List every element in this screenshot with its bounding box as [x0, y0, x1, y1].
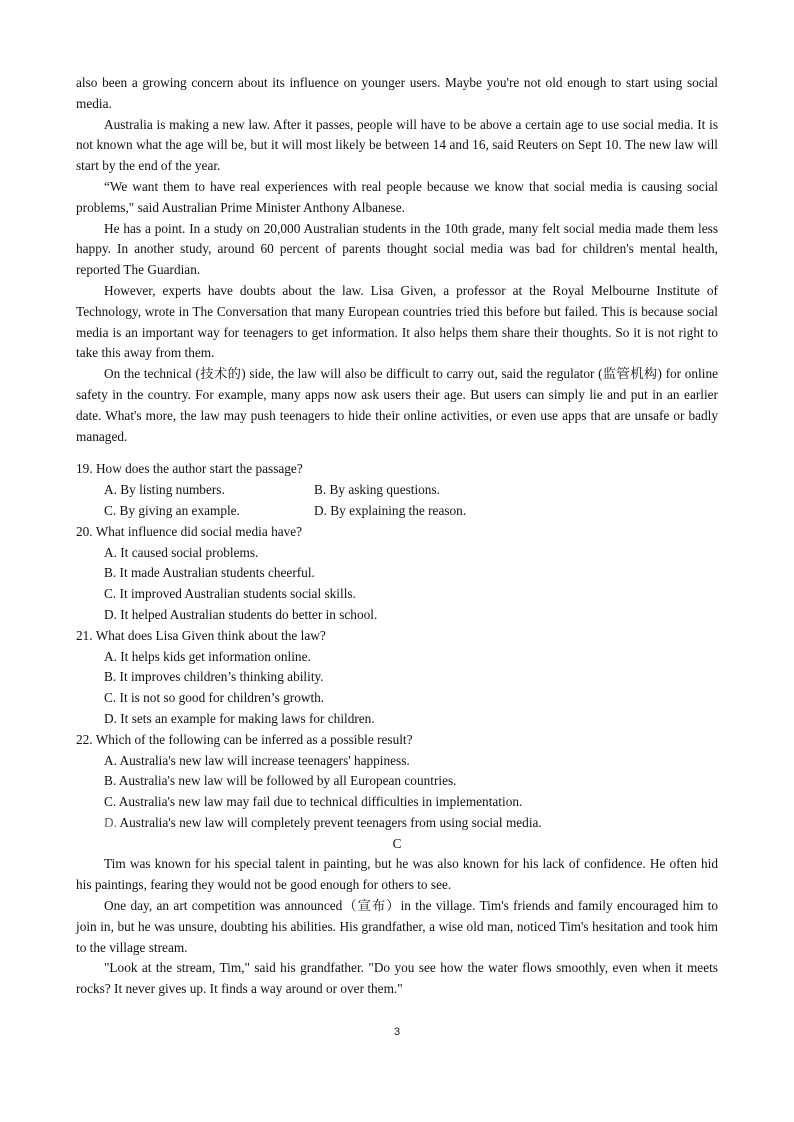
question-22: [76, 730, 718, 834]
option-text: Australia's new law will completely prevent teenagers from using social media.: [116, 814, 542, 830]
paragraph: On the technical (技术的) side, the law will also be difficult to carry out, said the regulator (监管机构) for online safety in the country. For example, many apps now ask users their age. But users can simply lie and put in an earlier date. What's more, the law may push teenagers to hide their online activities, or even use apps that are unsafe or badly managed.: [76, 366, 718, 444]
option-d: D. It sets an example for making laws for children.: [104, 710, 375, 726]
option-d: [76, 813, 718, 834]
option-a: A. Australia's new law will increase teenagers' happiness.: [104, 752, 410, 768]
option-c: C. Australia's new law may fail due to technical difficulties in implementation.: [104, 794, 523, 810]
section-heading: C: [392, 835, 402, 851]
paragraph: also been a growing concern about its influence on younger users. Maybe you're not old enough to start using social media.: [76, 75, 718, 111]
question-stem: 19. How does the author start the passage?: [76, 461, 303, 477]
option-b: B. By asking questions.: [314, 482, 440, 498]
question-stem: 21. What does Lisa Given think about the law?: [76, 627, 326, 643]
question-21: [76, 626, 718, 730]
question-20: [76, 522, 718, 626]
text-column: [76, 73, 718, 1000]
passage-c: [76, 854, 718, 1000]
paragraph: He has a point. In a study on 20,000 Australian students in the 10th grade, many felt social media made them less happy. In another study, around 60 percent of parents thought social media was bad for children's mental health, reported The Guardian.: [76, 220, 718, 278]
paragraph: One day, an art competition was announced（宣布）in the village. Tim's friends and family encouraged him to join in, but he was unsure, doubting his abilities. His grandfather, a wise old man, noticed Tim's hesitation and took him to the village stream.: [76, 898, 718, 955]
paragraph: “We want them to have real experiences with real people because we know that social media is causing social problems," said Australian Prime Minister Anthony Albanese.: [76, 178, 718, 215]
question-stem: 22. Which of the following can be inferred as a possible result?: [76, 731, 413, 747]
paragraph: However, experts have doubts about the law. Lisa Given, a professor at the Royal Melbourne Institute of Technology, wrote in The Conversation that many European countries tried this before but failed. This is because social media is an important way for teenagers to get information. It also helps them share their thoughts. So it is not right to take this away from them.: [76, 282, 718, 361]
paragraph: Tim was known for his special talent in painting, but he was also known for his lack of confidence. He often hid his paintings, fearing they would not be good enough for others to see.: [76, 856, 718, 893]
paragraph: "Look at the stream, Tim," said his grandfather. "Do you see how the water flows smoothly, even when it meets rocks? It never gives up. It finds a way around or over them.": [76, 960, 718, 997]
question-19: [76, 459, 718, 521]
option-c: C. It improved Australian students social skills.: [104, 586, 356, 602]
option-a: A. It caused social problems.: [104, 544, 259, 560]
option-a: A. It helps kids get information online.: [104, 648, 311, 664]
option-d: D. By explaining the reason.: [314, 502, 467, 518]
paragraph: Australia is making a new law. After it passes, people will have to be above a certain age to use social media. It is not known what the age will be, but it will most likely be between 14 and 16, said Reuters on Sept 10. The new law will start by the end of the year.: [76, 116, 718, 174]
option-a: A. By listing numbers.: [104, 482, 225, 498]
option-c: C. By giving an example.: [104, 502, 240, 518]
option-c: C. It is not so good for children’s growth.: [104, 690, 325, 706]
option-letter: D.: [104, 814, 117, 830]
option-b: B. Australia's new law will be followed by all European countries.: [104, 773, 457, 789]
passage-b: [76, 73, 718, 447]
option-b: B. It improves children’s thinking ability.: [104, 669, 324, 685]
page-number: 3: [393, 1026, 401, 1038]
option-d: D. It helped Australian students do better in school.: [104, 606, 378, 622]
option-b: B. It made Australian students cheerful.: [104, 565, 315, 581]
question-stem: 20. What influence did social media have?: [76, 523, 303, 539]
